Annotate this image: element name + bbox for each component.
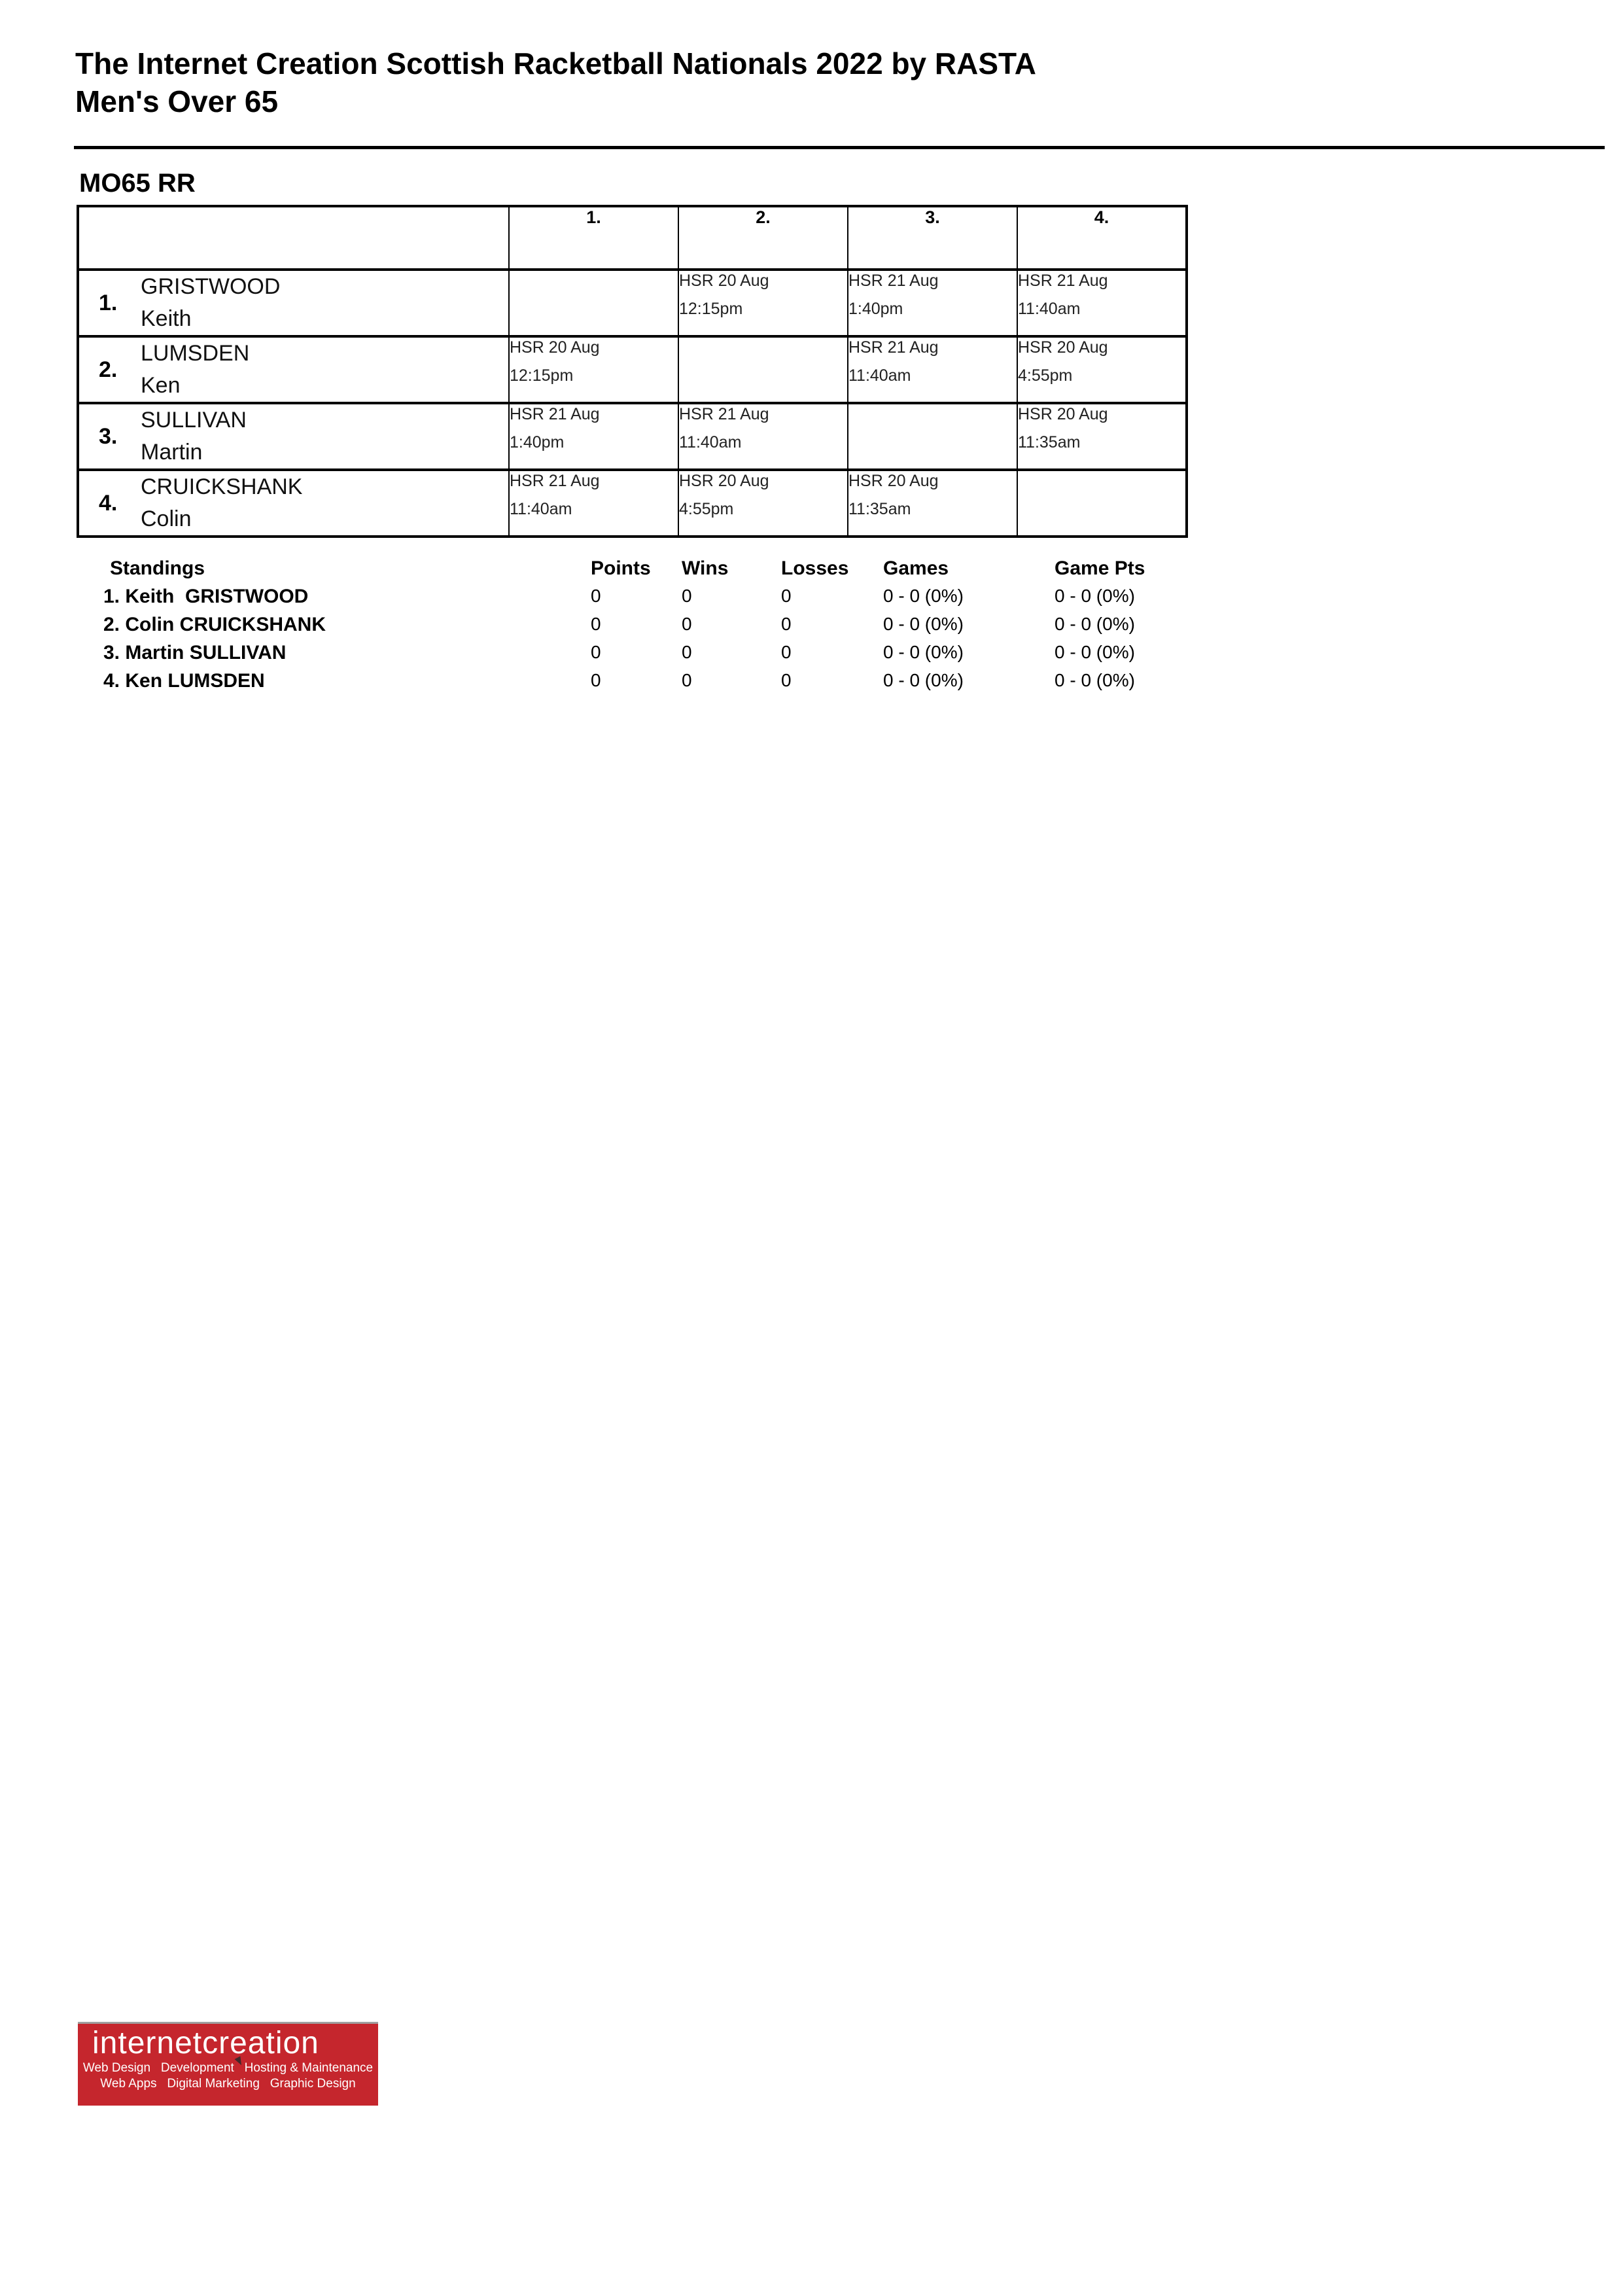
match-cell — [678, 403, 848, 470]
player-firstname: Martin — [141, 440, 203, 465]
player-cell — [78, 270, 509, 336]
logo-tagline-2: Web Apps Digital Marketing Graphic Design — [100, 2077, 356, 2091]
standings-player: 1. Keith GRISTWOOD — [103, 586, 309, 607]
player-number: 3. — [99, 423, 118, 449]
match-date: HSR 20 Aug — [510, 338, 600, 357]
standings-col-losses: Losses — [781, 557, 849, 579]
match-date: HSR 20 Aug — [1018, 405, 1108, 423]
player-firstname: Ken — [141, 373, 181, 398]
table-row — [78, 470, 1187, 537]
standings-row — [103, 642, 1248, 670]
standings-wins: 0 — [682, 614, 692, 634]
self-match-cell — [509, 270, 678, 336]
match-date: HSR 21 Aug — [848, 338, 939, 357]
standings-col-points: Points — [591, 557, 651, 579]
match-time: 11:40am — [848, 366, 911, 385]
player-surname: SULLIVAN — [141, 408, 247, 433]
standings-losses: 0 — [781, 586, 792, 606]
standings-points: 0 — [591, 642, 601, 662]
header-divider — [74, 146, 1605, 149]
internetcreation-logo — [78, 2022, 378, 2106]
standings-games: 0 - 0 (0%) — [883, 614, 964, 634]
match-cell — [678, 470, 848, 537]
match-time: 11:35am — [1018, 433, 1081, 451]
standings-gamepts: 0 - 0 (0%) — [1055, 670, 1135, 690]
standings-points: 0 — [591, 586, 601, 606]
match-time: 11:40am — [679, 433, 742, 451]
standings-player: 4. Ken LUMSDEN — [103, 670, 265, 692]
page-title — [75, 44, 1547, 120]
match-time: 4:55pm — [1018, 366, 1073, 385]
standings-wins: 0 — [682, 670, 692, 690]
player-number: 2. — [99, 357, 118, 382]
standings-player: 2. Colin CRUICKSHANK — [103, 614, 326, 635]
column-header-3: 3. — [848, 206, 1017, 270]
match-time: 11:40am — [1018, 300, 1081, 318]
logo-brand-text: internetcreation — [92, 2026, 319, 2060]
match-date: HSR 20 Aug — [679, 472, 769, 490]
table-row — [78, 270, 1187, 336]
self-match-cell — [678, 336, 848, 403]
match-time: 1:40pm — [510, 433, 565, 451]
standings-col-games: Games — [883, 557, 949, 579]
page-title-line1: The Internet Creation Scottish Racketball Nationals 2022 by RASTA — [75, 46, 1036, 80]
player-surname: GRISTWOOD — [141, 274, 281, 299]
match-date: HSR 21 Aug — [1018, 272, 1108, 290]
match-time: 4:55pm — [679, 500, 734, 518]
player-cell — [78, 403, 509, 470]
match-time: 11:35am — [848, 500, 911, 518]
match-time: 12:15pm — [510, 366, 574, 385]
standings-player: 3. Martin SULLIVAN — [103, 642, 287, 663]
standings-section — [103, 557, 1248, 698]
standings-losses: 0 — [781, 670, 792, 690]
standings-games: 0 - 0 (0%) — [883, 586, 964, 606]
table-row — [78, 336, 1187, 403]
match-cell — [509, 403, 678, 470]
logo-tagline-1: Web Design Development Hosting & Maintenance — [82, 2061, 374, 2075]
standings-gamepts: 0 - 0 (0%) — [1055, 642, 1135, 662]
standings-gamepts: 0 - 0 (0%) — [1055, 614, 1135, 634]
column-header-2: 2. — [678, 206, 848, 270]
standings-row — [103, 586, 1248, 614]
player-firstname: Keith — [141, 306, 192, 331]
match-cell — [848, 470, 1017, 537]
match-time: 12:15pm — [679, 300, 743, 318]
player-cell — [78, 470, 509, 537]
match-date: HSR 20 Aug — [1018, 338, 1108, 357]
match-cell — [509, 470, 678, 537]
match-cell — [848, 270, 1017, 336]
player-surname: CRUICKSHANK — [141, 474, 303, 499]
match-cell — [1017, 336, 1187, 403]
column-header-1: 1. — [509, 206, 678, 270]
match-cell — [678, 270, 848, 336]
table-row — [78, 403, 1187, 470]
player-number: 4. — [99, 490, 118, 516]
standings-losses: 0 — [781, 614, 792, 634]
match-date: HSR 21 Aug — [510, 405, 600, 423]
standings-wins: 0 — [682, 642, 692, 662]
standings-row — [103, 670, 1248, 698]
table-header-row — [78, 206, 1187, 270]
match-date: HSR 20 Aug — [848, 472, 939, 490]
match-cell — [509, 336, 678, 403]
standings-title: Standings — [110, 557, 205, 579]
draw-section-title: MO65 RR — [79, 169, 196, 198]
match-date: HSR 21 Aug — [848, 272, 939, 290]
match-cell — [848, 336, 1017, 403]
match-date: HSR 21 Aug — [510, 472, 600, 490]
standings-games: 0 - 0 (0%) — [883, 642, 964, 662]
player-number: 1. — [99, 290, 118, 315]
match-cell — [1017, 403, 1187, 470]
standings-row — [103, 614, 1248, 642]
standings-games: 0 - 0 (0%) — [883, 670, 964, 690]
match-date: HSR 20 Aug — [679, 272, 769, 290]
standings-points: 0 — [591, 614, 601, 634]
standings-points: 0 — [591, 670, 601, 690]
standings-header-row — [103, 557, 1248, 586]
round-robin-table — [77, 205, 1188, 538]
match-date: HSR 21 Aug — [679, 405, 769, 423]
player-cell — [78, 336, 509, 403]
match-cell — [1017, 270, 1187, 336]
match-time: 11:40am — [510, 500, 572, 518]
player-surname: LUMSDEN — [141, 341, 250, 366]
page-title-line2: Men's Over 65 — [75, 84, 279, 118]
player-firstname: Colin — [141, 506, 192, 531]
standings-wins: 0 — [682, 586, 692, 606]
standings-col-gamepts: Game Pts — [1055, 557, 1145, 579]
match-time: 1:40pm — [848, 300, 903, 318]
standings-losses: 0 — [781, 642, 792, 662]
column-header-4: 4. — [1017, 206, 1187, 270]
self-match-cell — [848, 403, 1017, 470]
corner-cell — [78, 206, 509, 270]
standings-gamepts: 0 - 0 (0%) — [1055, 586, 1135, 606]
standings-col-wins: Wins — [682, 557, 729, 579]
self-match-cell — [1017, 470, 1187, 537]
